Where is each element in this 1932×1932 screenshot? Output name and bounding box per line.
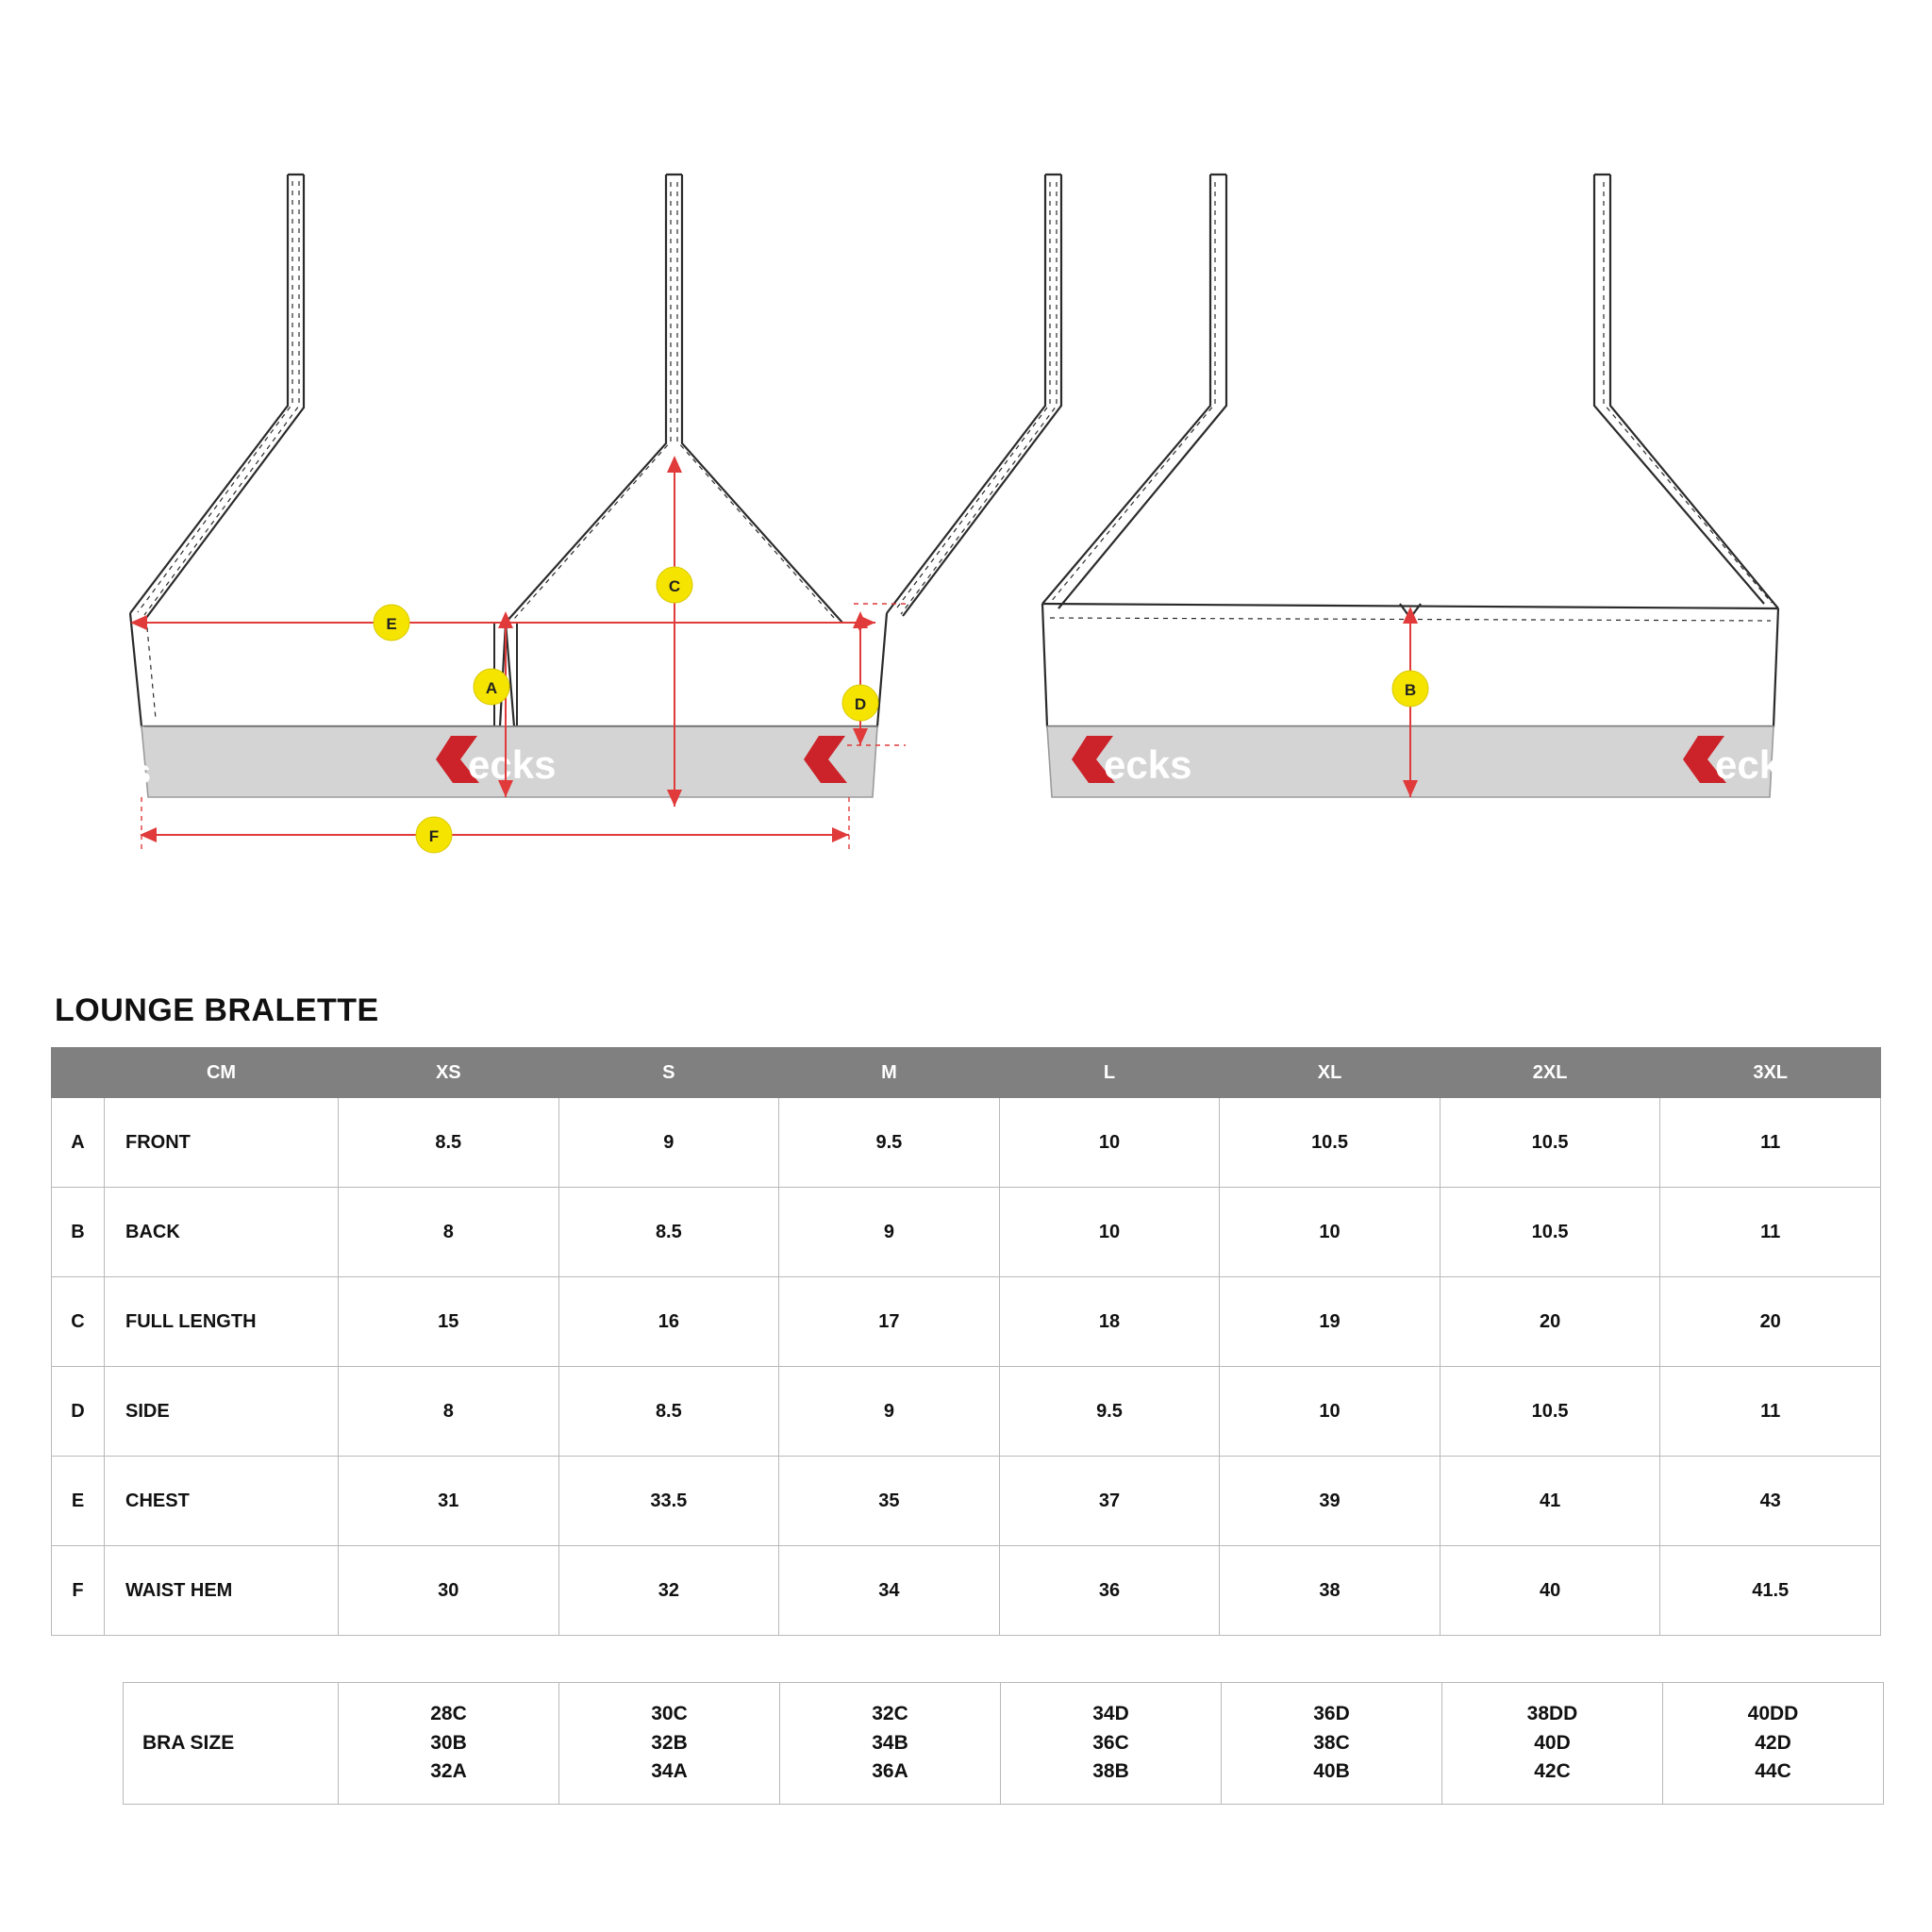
cell-value: 8.5 bbox=[339, 1098, 559, 1188]
cell-value: 8 bbox=[339, 1367, 559, 1457]
bra-size-cell: 36D 38C 40B bbox=[1222, 1683, 1442, 1805]
bra-size-row bbox=[124, 1683, 1884, 1805]
row-letter: E bbox=[52, 1457, 105, 1546]
bra-size-table bbox=[123, 1682, 1884, 1805]
bra-size-label: BRA SIZE bbox=[124, 1683, 339, 1805]
table-row bbox=[52, 1277, 1881, 1367]
cell-value: 39 bbox=[1220, 1457, 1441, 1546]
callout-B bbox=[1392, 671, 1428, 707]
svg-text:s: s bbox=[132, 752, 152, 791]
cell-value: 36 bbox=[999, 1546, 1220, 1636]
svg-text:F: F bbox=[428, 827, 440, 845]
bra-size-cell: 38DD 40D 42C bbox=[1442, 1683, 1663, 1805]
cell-value: 9.5 bbox=[999, 1367, 1220, 1457]
cell-value: 8.5 bbox=[558, 1188, 779, 1277]
cell-value: 37 bbox=[999, 1457, 1220, 1546]
callout-C bbox=[657, 567, 692, 603]
size-measurements-table bbox=[51, 1047, 1881, 1636]
bra-size-cell: 32C 34B 36A bbox=[780, 1683, 1001, 1805]
callout-E bbox=[374, 605, 409, 641]
cell-value: 33.5 bbox=[558, 1457, 779, 1546]
cell-value: 41 bbox=[1440, 1457, 1660, 1546]
row-letter: C bbox=[52, 1277, 105, 1367]
svg-text:B: B bbox=[1404, 681, 1417, 699]
garment-technical-drawing bbox=[0, 0, 1932, 943]
cell-value: 9 bbox=[558, 1098, 779, 1188]
header-unit: CM bbox=[105, 1048, 339, 1098]
header-size-xs: XS bbox=[339, 1048, 559, 1098]
cell-value: 34 bbox=[779, 1546, 1000, 1636]
cell-value: 10 bbox=[999, 1098, 1220, 1188]
cell-value: 11 bbox=[1660, 1367, 1881, 1457]
row-letter: A bbox=[52, 1098, 105, 1188]
row-name: SIDE bbox=[105, 1367, 339, 1457]
cell-value: 11 bbox=[1660, 1098, 1881, 1188]
cell-value: 20 bbox=[1440, 1277, 1660, 1367]
table-row bbox=[52, 1457, 1881, 1546]
callout-D bbox=[842, 685, 878, 721]
bra-size-cell: 34D 36C 38B bbox=[1001, 1683, 1222, 1805]
page-title: LOUNGE BRALETTE bbox=[55, 992, 379, 1028]
cell-value: 17 bbox=[779, 1277, 1000, 1367]
row-letter: D bbox=[52, 1367, 105, 1457]
header-blank-letter bbox=[52, 1048, 105, 1098]
callout-group-front bbox=[374, 567, 878, 853]
svg-text:A: A bbox=[485, 679, 498, 697]
cell-value: 18 bbox=[999, 1277, 1220, 1367]
cell-value: 43 bbox=[1660, 1457, 1881, 1546]
cell-value: 10.5 bbox=[1440, 1098, 1660, 1188]
svg-text:C: C bbox=[668, 577, 681, 595]
header-size-xl: XL bbox=[1220, 1048, 1441, 1098]
cell-value: 9.5 bbox=[779, 1098, 1000, 1188]
cell-value: 10 bbox=[1220, 1367, 1441, 1457]
header-size-2xl: 2XL bbox=[1440, 1048, 1660, 1098]
front-view bbox=[130, 175, 1061, 797]
header-size-m: M bbox=[779, 1048, 1000, 1098]
table-row bbox=[52, 1188, 1881, 1277]
svg-text:ecks: ecks bbox=[468, 742, 557, 787]
row-name: WAIST HEM bbox=[105, 1546, 339, 1636]
cell-value: 31 bbox=[339, 1457, 559, 1546]
cell-value: 38 bbox=[1220, 1546, 1441, 1636]
svg-text:ecks: ecks bbox=[1715, 742, 1804, 787]
header-size-s: S bbox=[558, 1048, 779, 1098]
cell-value: 40 bbox=[1440, 1546, 1660, 1636]
row-letter: F bbox=[52, 1546, 105, 1636]
cell-value: 10.5 bbox=[1440, 1188, 1660, 1277]
table-row bbox=[52, 1367, 1881, 1457]
cell-value: 10.5 bbox=[1440, 1367, 1660, 1457]
callout-A bbox=[474, 669, 509, 705]
cell-value: 35 bbox=[779, 1457, 1000, 1546]
cell-value: 32 bbox=[558, 1546, 779, 1636]
table-header-row bbox=[52, 1048, 1881, 1098]
svg-text:D: D bbox=[854, 695, 867, 713]
callout-F bbox=[416, 817, 452, 853]
header-size-3xl: 3XL bbox=[1660, 1048, 1881, 1098]
svg-text:E: E bbox=[386, 615, 397, 633]
cell-value: 15 bbox=[339, 1277, 559, 1367]
bra-size-cell: 28C 30B 32A bbox=[339, 1683, 559, 1805]
cell-value: 10 bbox=[1220, 1188, 1441, 1277]
svg-text:ecks: ecks bbox=[1104, 742, 1192, 787]
header-size-l: L bbox=[999, 1048, 1220, 1098]
cell-value: 8 bbox=[339, 1188, 559, 1277]
cell-value: 41.5 bbox=[1660, 1546, 1881, 1636]
cell-value: 10 bbox=[999, 1188, 1220, 1277]
cell-value: 9 bbox=[779, 1367, 1000, 1457]
cell-value: 9 bbox=[779, 1188, 1000, 1277]
row-name: CHEST bbox=[105, 1457, 339, 1546]
cell-value: 10.5 bbox=[1220, 1098, 1441, 1188]
cell-value: 8.5 bbox=[558, 1367, 779, 1457]
bra-size-cell: 40DD 42D 44C bbox=[1663, 1683, 1884, 1805]
table-row bbox=[52, 1098, 1881, 1188]
row-name: BACK bbox=[105, 1188, 339, 1277]
row-name: FRONT bbox=[105, 1098, 339, 1188]
cell-value: 16 bbox=[558, 1277, 779, 1367]
row-letter: B bbox=[52, 1188, 105, 1277]
bra-size-cell: 30C 32B 34A bbox=[559, 1683, 780, 1805]
cell-value: 20 bbox=[1660, 1277, 1881, 1367]
row-name: FULL LENGTH bbox=[105, 1277, 339, 1367]
cell-value: 19 bbox=[1220, 1277, 1441, 1367]
cell-value: 30 bbox=[339, 1546, 559, 1636]
table-row bbox=[52, 1546, 1881, 1636]
cell-value: 11 bbox=[1660, 1188, 1881, 1277]
